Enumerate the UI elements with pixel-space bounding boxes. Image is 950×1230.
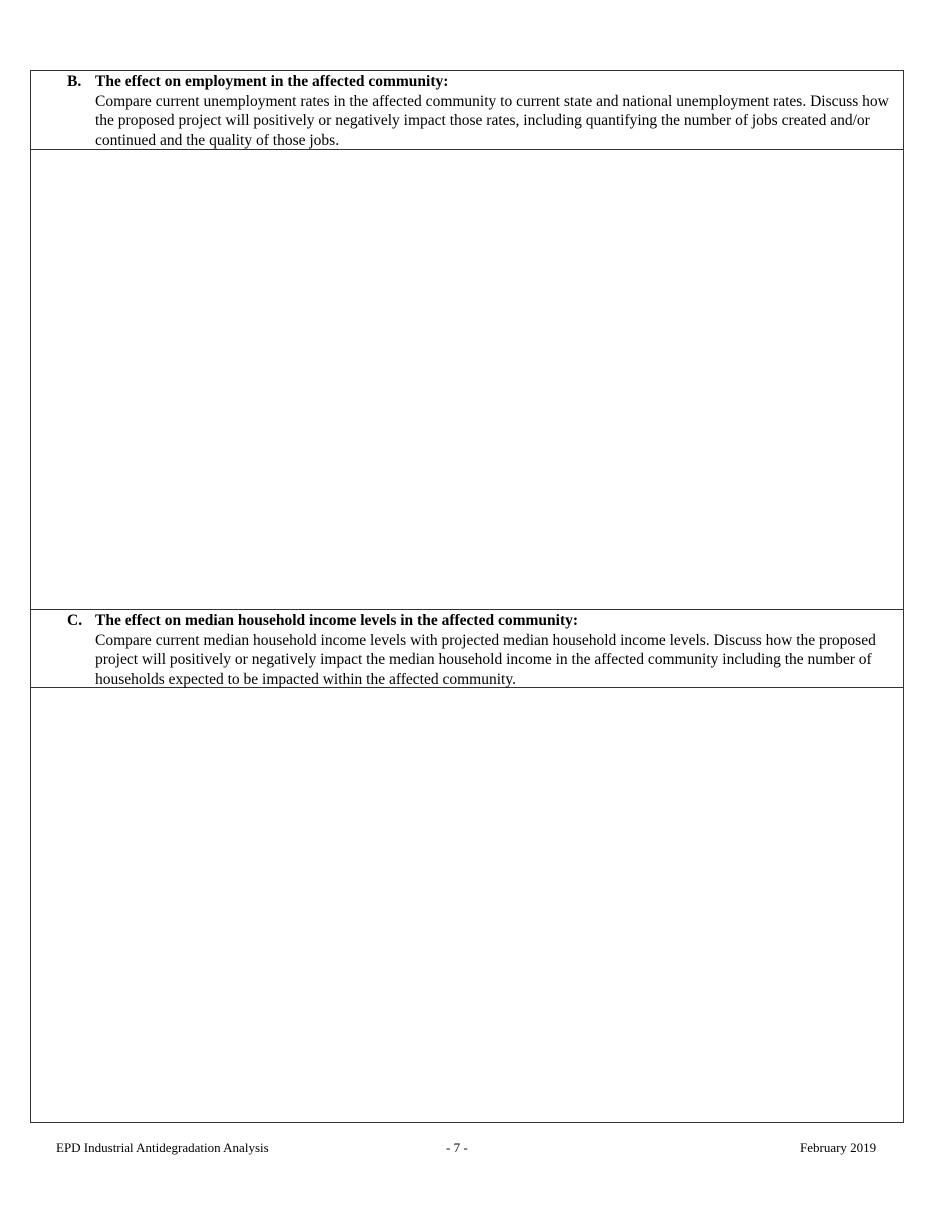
- section-c-text: [95, 611, 895, 689]
- footer-page-number: - 7 -: [446, 1140, 468, 1155]
- section-b-text: [95, 72, 895, 150]
- section-c-letter: C.: [67, 612, 83, 629]
- section-b-header: [31, 71, 903, 150]
- section-c-title: The effect on median household income levels in the affected community:: [95, 612, 579, 629]
- section-b-response-area[interactable]: [31, 150, 903, 609]
- form-table: [30, 70, 904, 1123]
- footer-document-title: EPD Industrial Antidegradation Analysis: [56, 1140, 269, 1155]
- section-c-response-area[interactable]: [31, 688, 903, 1122]
- section-b-description: Compare current unemployment rates in the affected community to current state and national unemployment rates. Discuss how the proposed project will positively or negatively impact those rates, including quantifying the number of jobs created and/or continued and the quality of those jobs.: [95, 92, 889, 149]
- footer-date: February 2019: [800, 1140, 877, 1155]
- section-c-header: [31, 609, 903, 688]
- section-b-title: The effect on employment in the affected community:: [95, 73, 449, 90]
- section-b-letter: B.: [67, 73, 82, 90]
- section-c-description: Compare current median household income levels with projected median household income levels. Discuss how the proposed project will positively or negatively impact the median household income in the affected community including the number of households expected to be impacted within the affected community.: [95, 631, 876, 688]
